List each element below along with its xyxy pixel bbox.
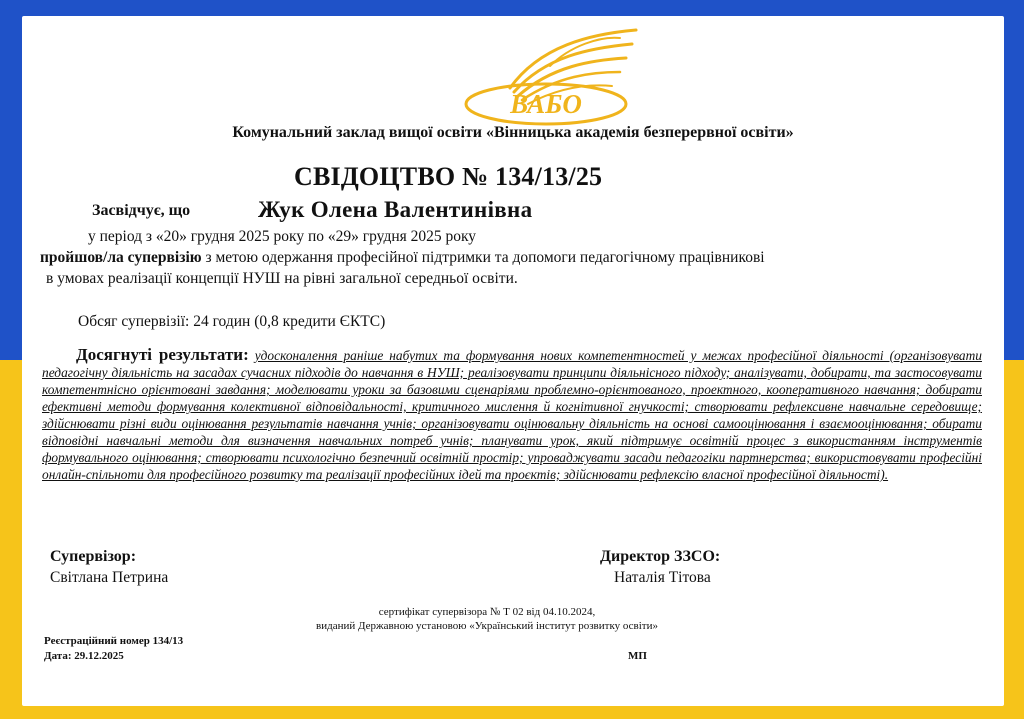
director-name: Наталія Тітова (614, 569, 711, 586)
certificate-title: СВІДОЦТВО № 134/13/25 (294, 162, 603, 191)
supervisor-label: Супервізор: (50, 548, 137, 565)
passed-label: пройшов/ла супервізію (40, 249, 202, 266)
supervision-volume: Обсяг супервізії: 24 годин (0,8 кредити ЄКТС) (78, 313, 386, 330)
results-label: Досягнуті результати: (76, 345, 249, 364)
registration-date: Дата: 29.12.2025 (44, 650, 124, 662)
logo-text: ВАБО (510, 89, 582, 119)
stamp-label: МП (628, 650, 647, 662)
flame-logo-icon (450, 26, 650, 136)
period-line: у період з «20» грудня 2025 року по «29» грудня 2025 року (88, 228, 477, 245)
supervisor-cert-line2: виданий Державною установою «Український інститут розвитку освіти» (316, 620, 658, 632)
conditions-text: в умовах реалізації концепції НУШ на рівні загальної середньої освіти. (46, 270, 518, 287)
results-paragraph (42, 346, 982, 483)
purpose-text: з метою одержання професійної підтримки та допомоги педагогічному працівникові (201, 249, 765, 266)
director-label: Директор ЗЗСО: (600, 548, 721, 565)
supervisor-name: Світлана Петрина (50, 569, 169, 586)
certifies-label: Засвідчує, що (92, 202, 191, 219)
passed-line (40, 249, 765, 267)
registration-number: Реєстраційний номер 134/13 (44, 635, 184, 647)
supervisor-certificate-info (22, 605, 952, 633)
supervisor-cert-line1: сертифікат супервізора № Т 02 від 04.10.2024, (378, 606, 596, 618)
person-name: Жук Олена Валентинівна (258, 197, 533, 222)
results-text: удосконалення раніше набутих та формування нових компетентностей у межах професійної діяльності (організовувати педагогічну діяльність на засадах сучасних підходів до навчання в НУШ; реалізовувати принципи діяльнісного підходу; аналізувати, добирати, та застосовувати компетентнісно орієнтовані завдання; моделювати уроки за базовими сценаріями проблемно-орієнтованого, проектного, кооперативного навчання; добирати ефективні методи формування колективної відповідальності, критичного мислення й когнітивної гнучкості; створювати рефлексивне навчальне середовище; здійснювати різні види оцінювання результатів навчання учнів; організовувати оцінювальну діяльність на основі самооцінювання і взаємооцінювання; обирати відповідні навчальні методи для визначення навчальних потреб учнів; планувати урок, який підтримує освітній процес з використанням інструментів формувального оцінювання; створювати психологічно безпечний освітній простір; упроваджувати засади педагогіки партнерства; використовувати професійні онлайн-спільноти для професійного розвитку та реалізації професійних ідей та проєктів; здійснювати рефлексію власної професійної діяльності). (42, 348, 982, 482)
institution-name: Комунальний заклад вищої освіти «Вінницька академія безперервної освіти» (232, 124, 794, 141)
certificate-sheet (22, 16, 1004, 706)
